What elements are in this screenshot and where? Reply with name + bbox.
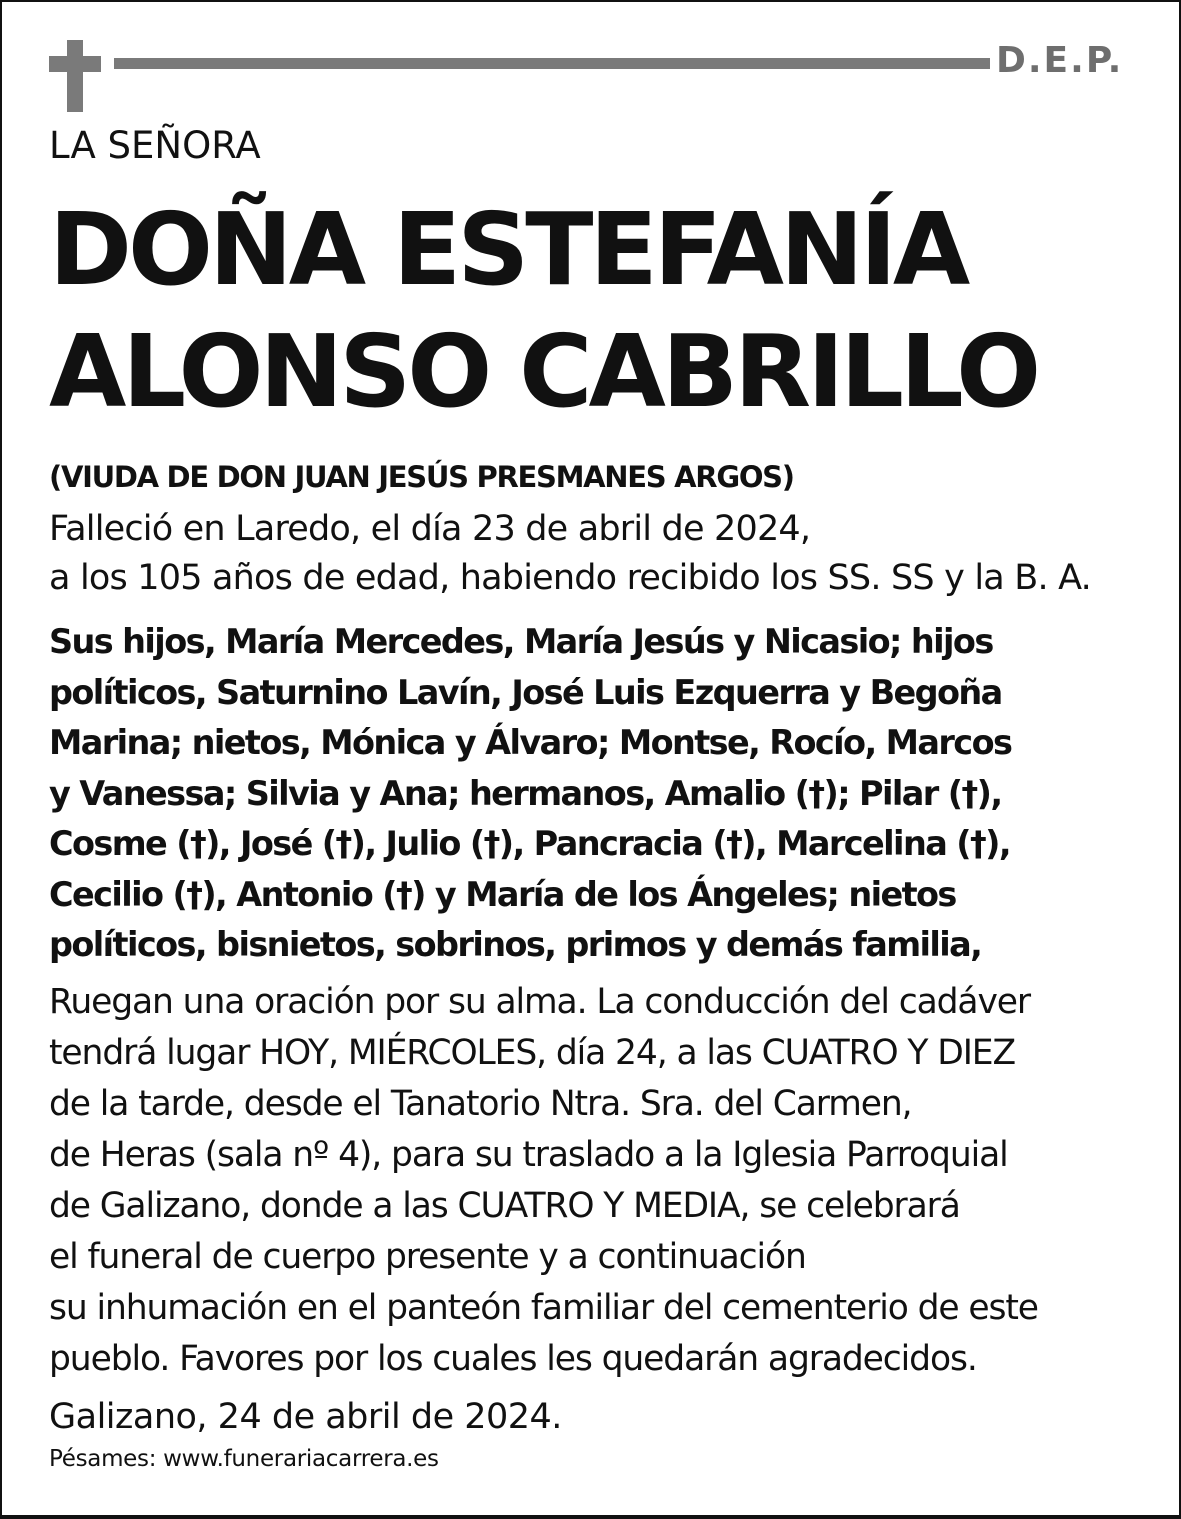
ceremony-line: de Heras (sala nº 4), para su traslado a la Iglesia Parroquial (49, 1135, 1008, 1175)
deceased-name-line-2: ALONSO CABRILLO (49, 313, 1038, 430)
ceremony-line: de la tarde, desde el Tanatorio Ntra. Sra. del Carmen, (49, 1084, 912, 1124)
place-date: Galizano, 24 de abril de 2024. (49, 1397, 562, 1437)
family-line: Sus hijos, María Mercedes, María Jesús y Nicasio; hijos (49, 622, 993, 661)
family-line: Cosme (†), José (†), Julio (†), Pancracia (†), Marcelina (†), (49, 824, 1010, 863)
death-line: a los 105 años de edad, habiendo recibido los SS. SS y la B. A. (49, 558, 1092, 598)
ceremony-line: el funeral de cuerpo presente y a continuación (49, 1237, 806, 1277)
intro-label: LA SEÑORA (49, 124, 261, 167)
family-line: Cecilio (†), Antonio (†) y María de los Ángeles; nietos (49, 874, 956, 914)
family-line: políticos, bisnietos, sobrinos, primos y demás familia, (49, 925, 982, 964)
death-line: Falleció en Laredo, el día 23 de abril de 2024, (49, 509, 811, 549)
latin-cross-icon (49, 40, 101, 112)
death-details (49, 505, 1159, 603)
header-rule (114, 58, 990, 69)
ceremony-line: su inhumación en el panteón familiar del cementerio de este (49, 1288, 1038, 1328)
ceremony-line: tendrá lugar HOY, MIÉRCOLES, día 24, a las CUATRO Y DIEZ (49, 1033, 1016, 1073)
family-list (49, 617, 1159, 971)
family-line: y Vanessa; Silvia y Ana; hermanos, Amalio (†); Pilar (†), (49, 773, 1002, 813)
ceremony-line: pueblo. Favores por los cuales les quedarán agradecidos. (49, 1339, 977, 1379)
widow-of: (VIUDA DE DON JUAN JESÚS PRESMANES ARGOS) (49, 460, 794, 494)
condolences-link[interactable]: Pésames: www.funerariacarrera.es (49, 1446, 439, 1472)
family-line: Marina; nietos, Mónica y Álvaro; Montse, Rocío, Marcos (49, 723, 1012, 762)
family-line: políticos, Saturnino Lavín, José Luis Ezquerra y Begoña (49, 672, 1002, 712)
ceremony-line: Ruegan una oración por su alma. La conducción del cadáver (49, 982, 1030, 1022)
deceased-name-line-1: DOÑA ESTEFANÍA (49, 191, 967, 308)
ceremony-details (49, 977, 1159, 1385)
dep-label: D.E.P. (996, 40, 1124, 81)
ceremony-line: de Galizano, donde a las CUATRO Y MEDIA, se celebrará (49, 1186, 960, 1226)
